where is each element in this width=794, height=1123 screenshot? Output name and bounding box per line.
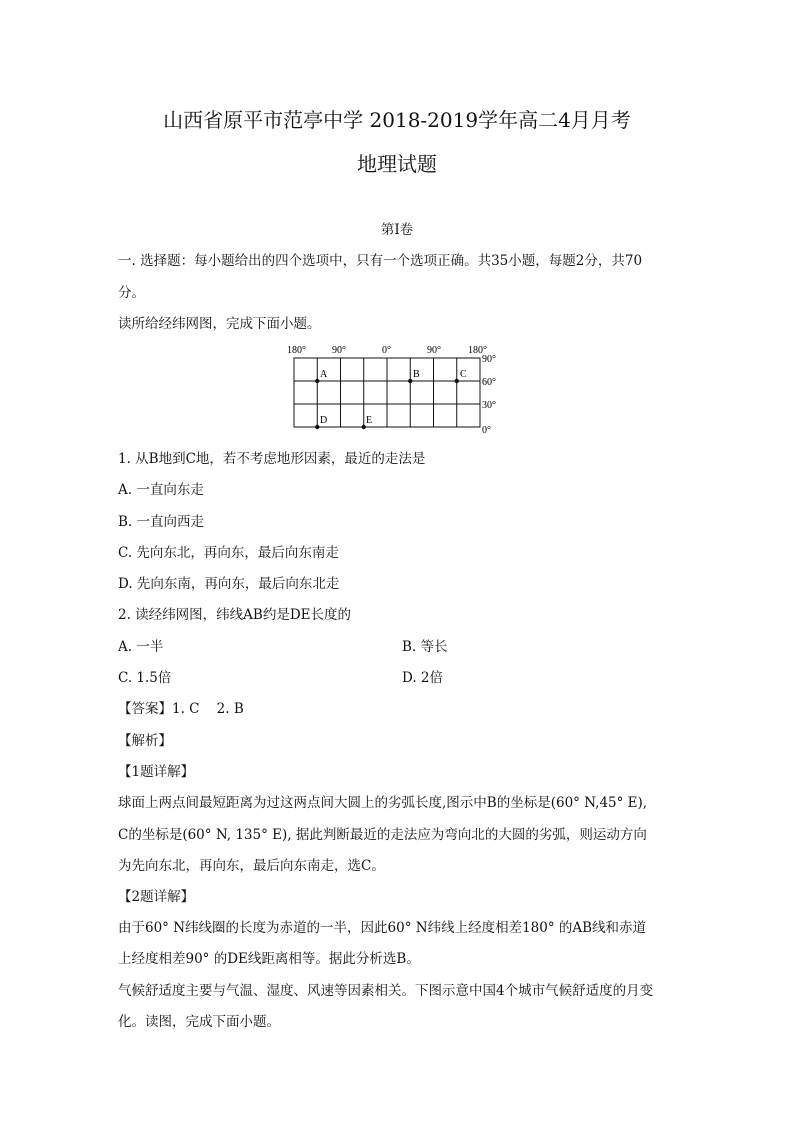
lon-label-0: 0° — [382, 345, 391, 356]
lon-label-90-e: 90° — [427, 345, 441, 356]
point-a-label: A — [320, 369, 328, 380]
question-1-option-d: D. 先向东南，再向东，最后向东北走 — [118, 576, 340, 592]
question-2-option-a: A. 一半 — [118, 639, 164, 655]
point-d-dot — [315, 425, 319, 429]
analysis-heading: 【解析】 — [118, 733, 172, 749]
document-subtitle: 地理试题 — [357, 152, 437, 176]
lat-label-90: 90° — [482, 354, 496, 365]
volume-label: 第I卷 — [380, 222, 414, 238]
lon-label-180-e: 180° — [468, 345, 487, 356]
intro-line-3: 读所给经纬网图，完成下面小题。 — [118, 316, 321, 332]
question-1-option-c: C. 先向东北，再向东，最后向东南走 — [118, 545, 339, 561]
lat-long-grid-figure — [284, 344, 504, 440]
detail-2-line-1: 由于60° N纬线圈的长度为赤道的一半，因此60° N纬线上经度相差180° 的AB线和赤道 — [118, 920, 647, 936]
detail-2-line-2: 上经度相差90° 的DE线距离相等。据此分析选B。 — [118, 951, 420, 967]
point-b-dot — [408, 379, 412, 383]
question-1-stem: 1. 从B地到C地，若不考虑地形因素，最近的走法是 — [118, 451, 426, 467]
next-intro-line-1: 气候舒适度主要与气温、湿度、风速等因素相关。下图示意中国4个城市气候舒适度的月变 — [118, 983, 654, 999]
point-c-dot — [455, 379, 459, 383]
lat-label-30: 30° — [482, 400, 496, 411]
point-b-label: B — [413, 369, 420, 380]
point-d-label: D — [320, 415, 328, 426]
lon-label-90-w: 90° — [332, 345, 346, 356]
detail-1-line-2: C的坐标是(60° N, 135° E), 据此判断最近的走法应为弯向北的大圆的劣弧，则运动方向 — [118, 827, 647, 843]
intro-line-2: 分。 — [118, 285, 145, 301]
lat-label-0: 0° — [482, 425, 491, 436]
detail-1-line-3: 为先向东北，再向东，最后向东南走，选C。 — [118, 858, 385, 874]
point-c-label: C — [460, 369, 467, 380]
lon-label-180-w: 180° — [287, 345, 306, 356]
point-a-dot — [315, 379, 319, 383]
question-2-option-c: C. 1.5倍 — [118, 670, 172, 686]
document-title: 山西省原平市范亭中学 2018-2019学年高二4月月考 — [163, 108, 631, 132]
detail-1-heading: 【1题详解】 — [118, 764, 195, 780]
question-1-option-a: A. 一直向东走 — [118, 482, 204, 498]
question-1-option-b: B. 一直向西走 — [118, 514, 205, 530]
lat-label-60: 60° — [482, 377, 496, 388]
question-2-option-d: D. 2倍 — [402, 670, 444, 686]
lat-long-grid-svg — [284, 344, 504, 440]
detail-1-line-1: 球面上两点间最短距离为过这两点间大圆上的劣弧长度,图示中B的坐标是(60° N,45° E), — [118, 795, 648, 811]
point-e-label: E — [366, 415, 373, 426]
question-2-option-b: B. 等长 — [402, 639, 448, 655]
answer-line: 【答案】1. C 2. B — [118, 701, 244, 717]
detail-2-heading: 【2题详解】 — [118, 889, 195, 905]
intro-line-1: 一. 选择题：每小题给出的四个选项中，只有一个选项正确。共35小题，每题2分，共70 — [118, 253, 643, 269]
question-2-stem: 2. 读经纬网图，纬线AB约是DE长度的 — [118, 607, 352, 623]
next-intro-line-2: 化。读图，完成下面小题。 — [118, 1014, 280, 1030]
